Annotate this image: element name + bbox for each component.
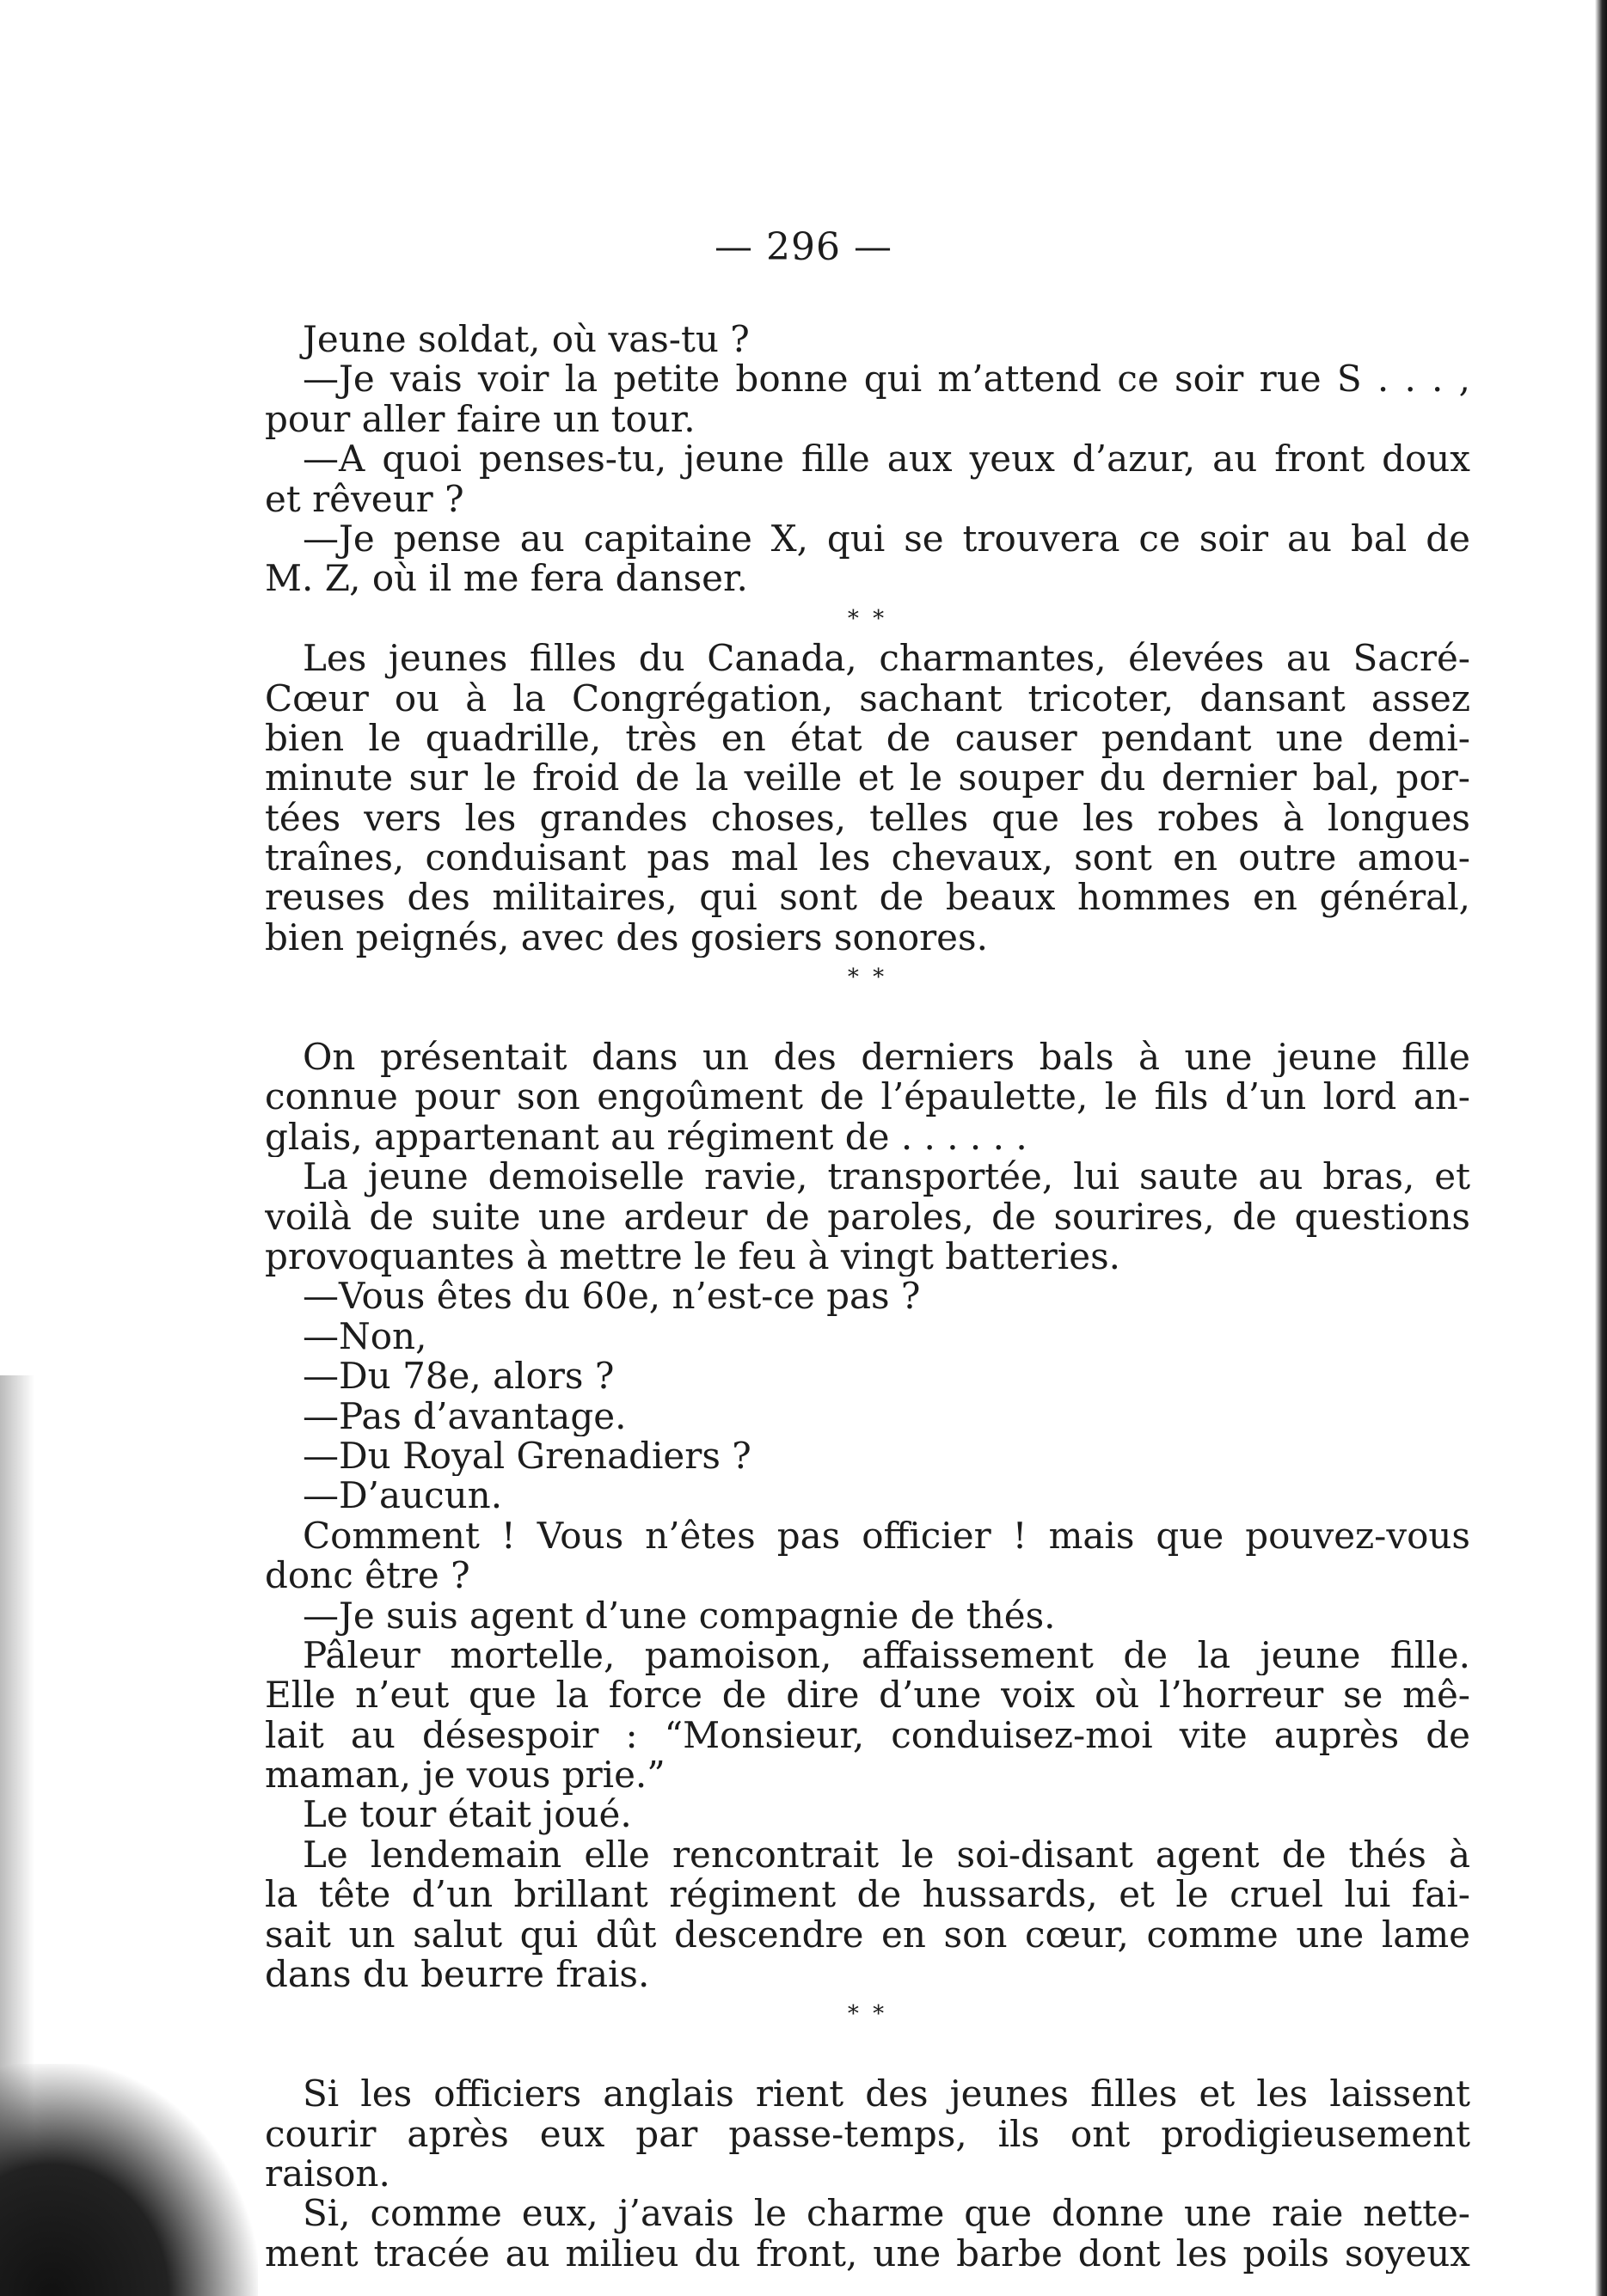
section-separator: * * bbox=[847, 964, 888, 991]
text-line: raison. bbox=[265, 2153, 390, 2195]
text-line: —Pas d’avantage. bbox=[303, 1396, 627, 1436]
text-line: donc être ? bbox=[265, 1556, 470, 1596]
page-number: — 296 — bbox=[715, 225, 892, 269]
text-line: glais, appartenant au régiment de . . . . . . bbox=[265, 1117, 1027, 1158]
text-line: Cœur ou à la Congrégation, sachant tricoter, dansant assez bbox=[265, 678, 1470, 719]
text-line: M. Z, où il me fera danser. bbox=[265, 559, 748, 599]
spacer bbox=[265, 998, 1470, 1038]
text-line: sait un salut qui dût descendre en son cœur, comme une lame bbox=[265, 1914, 1470, 1956]
text-line: bien le quadrille, très en état de causer pendant une demi- bbox=[265, 718, 1470, 759]
text-line: provoquantes à mettre le feu à vingt batteries. bbox=[265, 1236, 1120, 1277]
text-line: La jeune demoiselle ravie, transportée, lui saute au bras, et bbox=[303, 1157, 1470, 1197]
text-line: Le tour était joué. bbox=[303, 1795, 632, 1835]
text-line: Les jeunes filles du Canada, charmantes, élevées au Sacré- bbox=[303, 639, 1470, 679]
text-line: —Vous êtes du 60e, n’est-ce pas ? bbox=[303, 1277, 921, 1317]
text-line: Elle n’eut que la force de dire d’une voix où l’horreur se mê- bbox=[265, 1675, 1470, 1716]
text-line: ment tracée au milieu du front, une barbe dont les poils soyeux bbox=[265, 2233, 1470, 2275]
text-line: —Je vais voir la petite bonne qui m’attend ce soir rue S . . . , bbox=[303, 359, 1470, 400]
text-line: —Du 78e, alors ? bbox=[303, 1356, 615, 1397]
text-line: On présentait dans un des derniers bals à une jeune fille bbox=[303, 1038, 1470, 1078]
spacer bbox=[265, 2035, 1470, 2074]
text-line: —Du Royal Grenadiers ? bbox=[303, 1436, 751, 1477]
text-line: la tête d’un brillant régiment de hussards, et le cruel lui fai- bbox=[265, 1875, 1470, 1915]
text-line: et rêveur ? bbox=[265, 479, 464, 519]
text-line: traînes, conduisant pas mal les chevaux, sont en outre amou- bbox=[265, 838, 1470, 879]
text-line: —Je pense au capitaine X, qui se trouvera ce soir au bal de bbox=[303, 518, 1470, 560]
text-line: —A quoi penses-tu, jeune fille aux yeux d’azur, au front doux bbox=[303, 439, 1470, 480]
text-line: reuses des militaires, qui sont de beaux hommes en général, bbox=[265, 878, 1470, 918]
text-line: —D’aucun. bbox=[303, 1476, 503, 1516]
text-line: Le lendemain elle rencontrait le soi-disant agent de thés à bbox=[303, 1834, 1470, 1876]
text-line: dans du beurre frais. bbox=[265, 1955, 650, 1995]
text-line: Jeune soldat, où vas-tu ? bbox=[303, 320, 750, 360]
text-line: minute sur le froid de la veille et le souper du dernier bal, por- bbox=[265, 758, 1470, 799]
text-line: pour aller faire un tour. bbox=[265, 399, 696, 440]
text-line: —Je suis agent d’une compagnie de thés. bbox=[303, 1595, 1056, 1636]
text-line: Si les officiers anglais rient des jeunes filles et les laissent bbox=[303, 2074, 1470, 2115]
text-line: lait au désespoir : “Monsieur, conduisez-moi vite auprès de bbox=[265, 1715, 1470, 1756]
page-edge bbox=[1595, 0, 1607, 2296]
text-line: Comment ! Vous n’êtes pas officier ! mais que pouvez-vous bbox=[303, 1515, 1470, 1557]
text-line: maman, je vous prie.” bbox=[265, 1755, 665, 1796]
text-line: courir après eux par passe-temps, ils ont prodigieusement bbox=[265, 2114, 1470, 2154]
text-line: —Non, bbox=[303, 1316, 427, 1357]
scan-corner-shadow bbox=[0, 2064, 258, 2296]
section-separator: * * bbox=[847, 2001, 888, 2028]
text-line: tées vers les grandes choses, telles que les robes à longues bbox=[265, 798, 1470, 839]
text-line: bien peignés, avec des gosiers sonores. bbox=[265, 917, 988, 958]
text-line: Si, comme eux, j’avais le charme que donne une raie nette- bbox=[303, 2194, 1470, 2234]
text-line: connue pour son engoûment de l’épaulette, le fils d’un lord an- bbox=[265, 1077, 1470, 1117]
section-separator: * * bbox=[847, 605, 888, 632]
text-line: Pâleur mortelle, pamoison, affaissement de la jeune fille. bbox=[303, 1635, 1470, 1676]
text-line: voilà de suite une ardeur de paroles, de sourires, de questions bbox=[265, 1197, 1470, 1237]
text-column bbox=[265, 320, 1470, 2274]
